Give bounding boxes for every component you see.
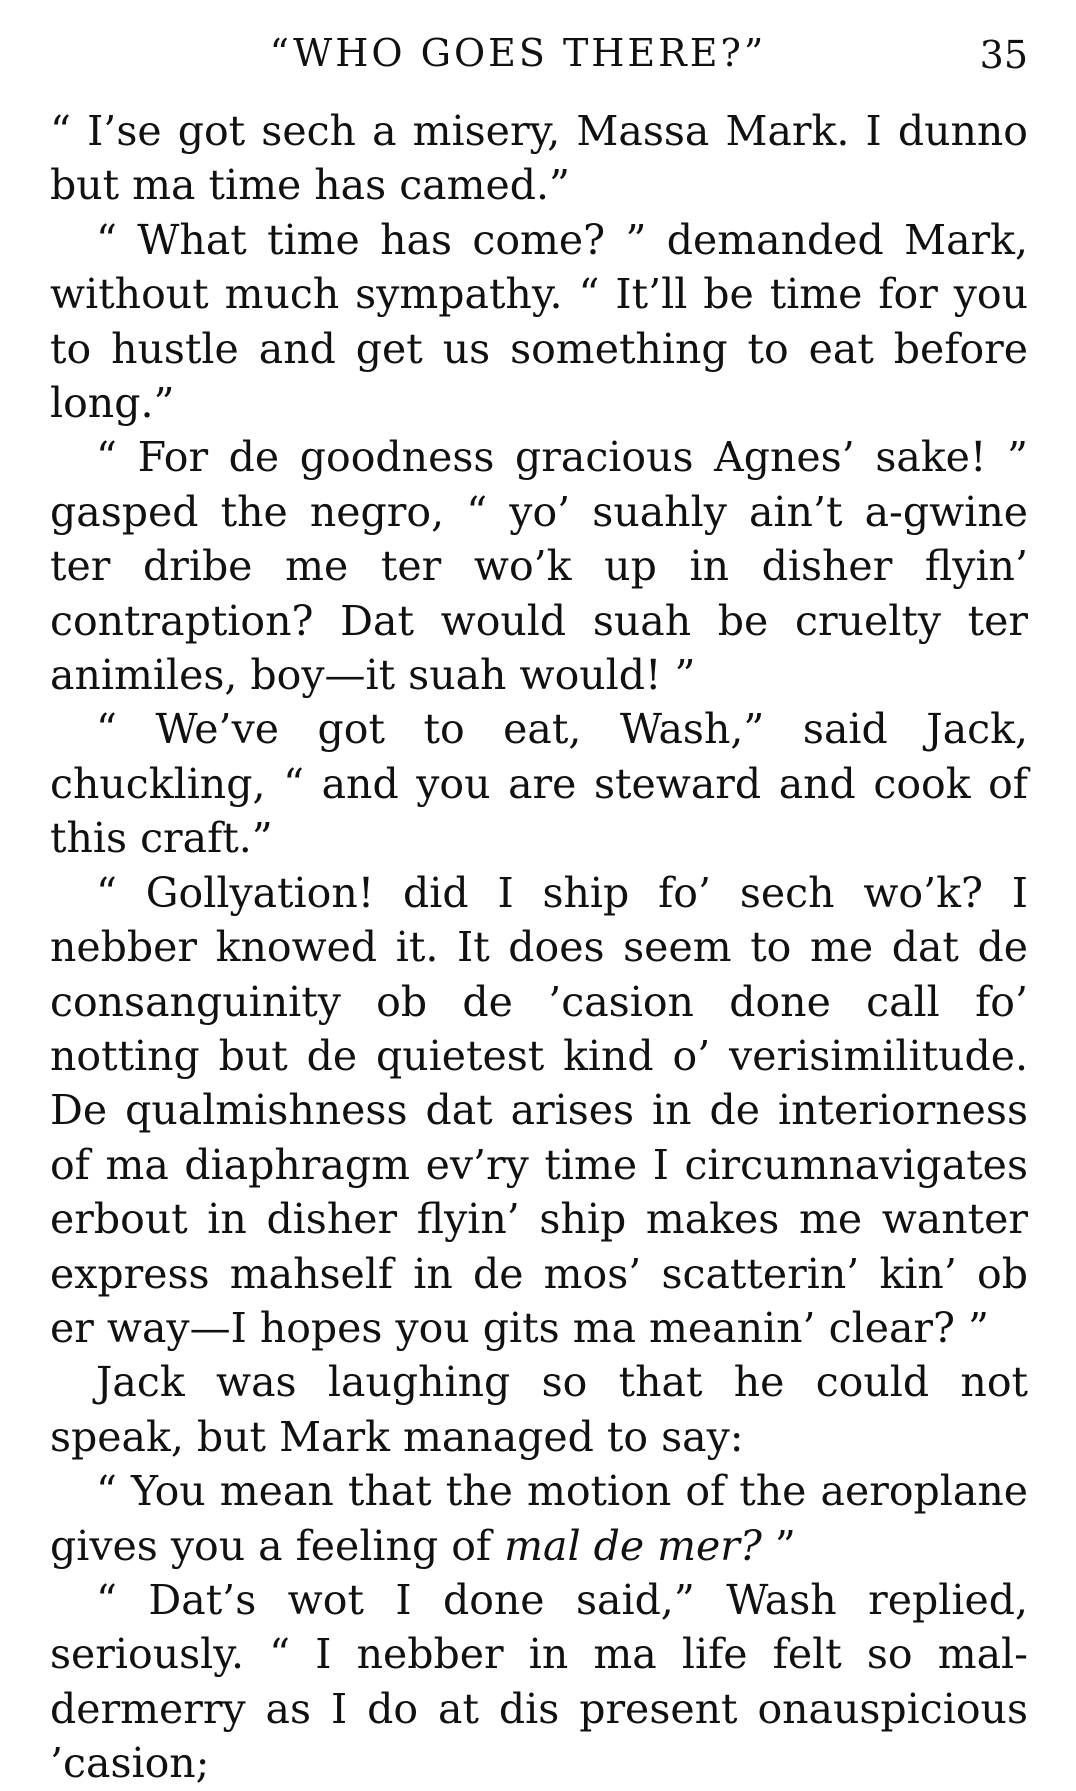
italic-phrase: mal de mer? xyxy=(504,1521,762,1570)
page-number: 35 xyxy=(979,33,1028,77)
page-body xyxy=(50,104,1028,1791)
paragraph: Jack was laughing so that he could not speak, but Mark managed to say: xyxy=(50,1358,1028,1461)
paragraph: “ What time has come? ” demanded Mark, without much sympathy. “ It’ll be time for you to hustle and get us something to eat before long.” xyxy=(50,215,1028,428)
paragraph-text: ” xyxy=(761,1521,796,1570)
paragraph: “ For de goodness gracious Agnes’ sake! ” gasped the negro, “ yo’ suahly ain’t a-gwine ter dribe me ter wo’k up in disher flyin’ contraption? Dat would suah be cruelty ter animiles, boy—it suah would! ” xyxy=(50,433,1028,700)
paragraph-with-italic xyxy=(50,1464,1028,1573)
paragraph: “ Gollyation! did I ship fo’ sech wo’k? I nebber knowed it. It does seem to me dat de consanguinity ob de ’casion done call fo’ notting but de quietest kind o’ verisimilitude. De qualmishness dat arises in de interiorness of ma diaphragm ev’ry time I circumnavigates erbout in disher flyin’ ship makes me wanter express mahself in de mos’ scatterin’ kin’ ob er way—I hopes you gits ma meanin’ clear? ” xyxy=(50,868,1028,1352)
paragraph: “ I’se got sech a misery, Massa Mark. I dunno but ma time has camed.” xyxy=(50,107,1028,210)
paragraph-text: “ You mean that the motion of the aeroplane gives you a feeling of xyxy=(50,1467,1028,1570)
paragraph: “ We’ve got to eat, Wash,” said Jack, chuckling, “ and you are steward and cook of this craft.” xyxy=(50,705,1028,863)
paragraph: “ Dat’s wot I done said,” Wash replied, seriously. “ I nebber in ma life felt so mal-dermerry as I do at dis present onauspicious ’casion; xyxy=(50,1575,1028,1788)
running-header-title: “WHO GOES THERE?” xyxy=(269,31,767,75)
